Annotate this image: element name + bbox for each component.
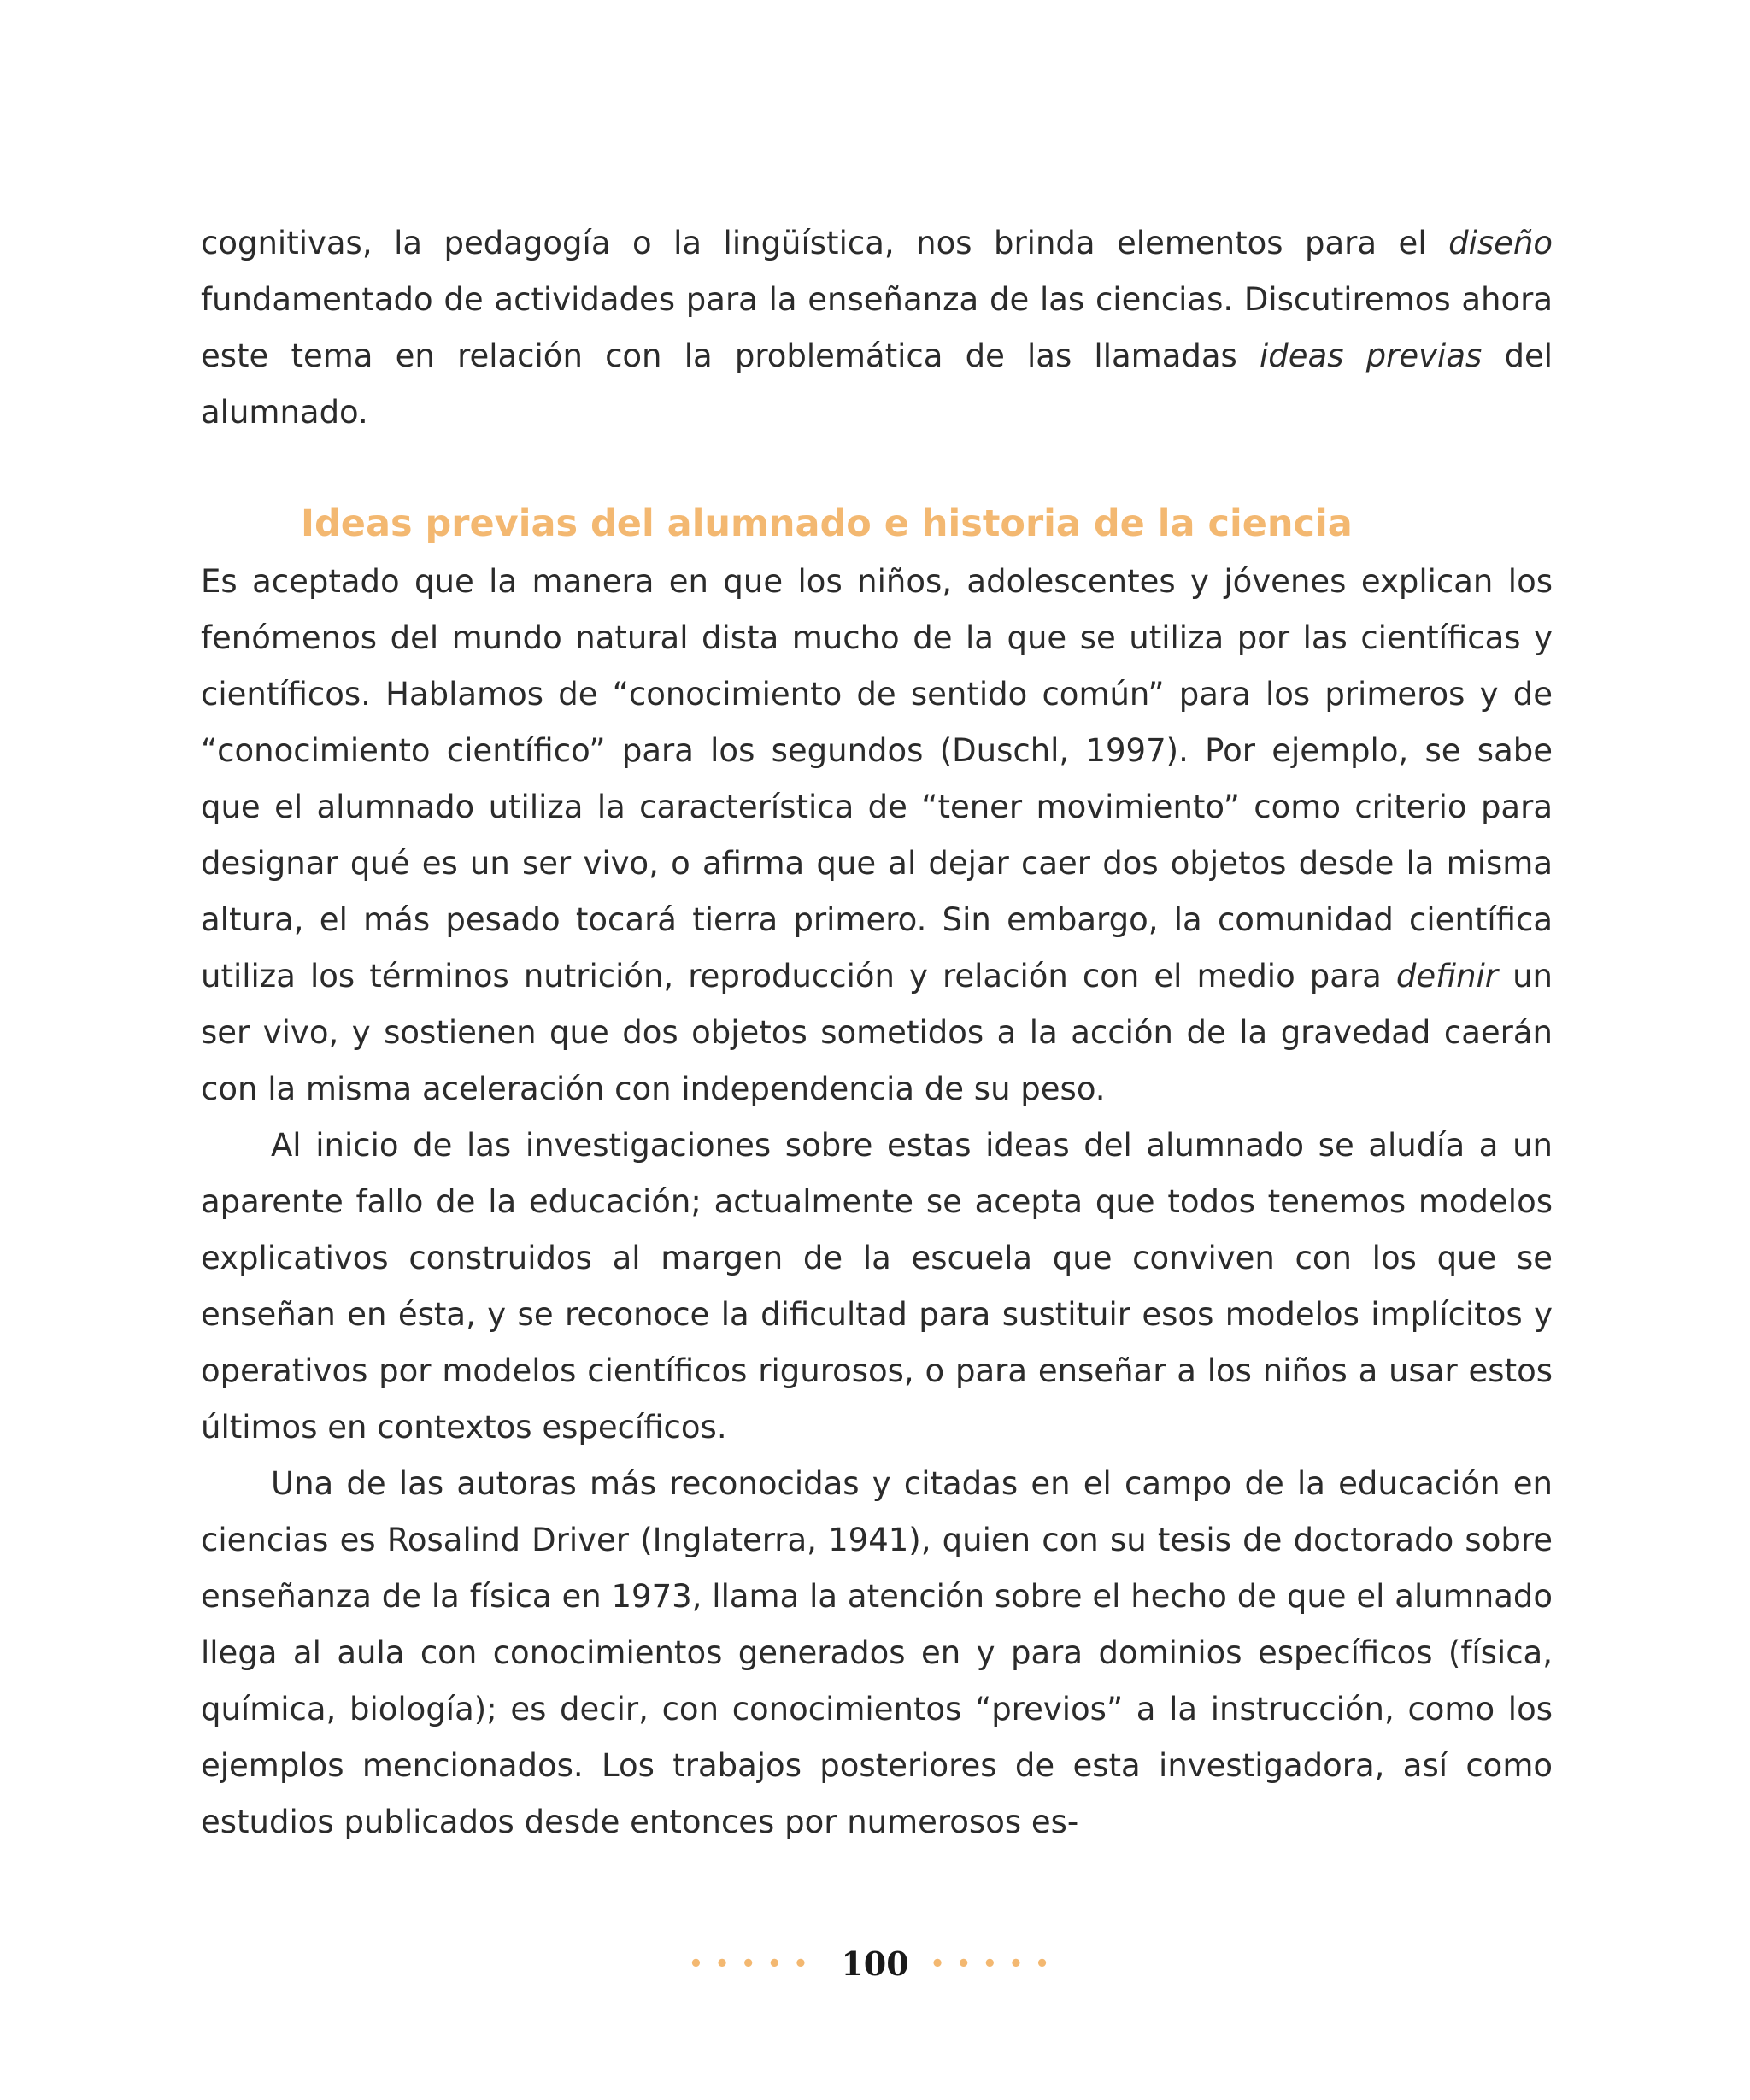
paragraph-3: Una de las autoras más reconocidas y citadas en el campo de la educación en ciencias es Rosalind Driver (Inglaterra, 1941), quien con su tesis de doctorado sobre enseñanza de la física en 1973, llama la atención sobre el hecho de que el alumnado llega al aula con conocimientos generados en y para dominios específicos (física, química, biología); es decir, con conocimientos “previos” a la instrucción, como los ejemplos mencionados. Los trabajos posteriores de esta investigadora, así como estudios publicados desde entonces por numerosos es-	[201, 1465, 1553, 1840]
paragraph-1-emphasis-definir: definir	[1395, 958, 1499, 994]
paragraph-1	[201, 554, 1553, 1117]
main-text-block	[201, 554, 1553, 1851]
page-footer	[0, 1945, 1750, 1996]
section-heading: Ideas previas del alumnado e historia de la ciencia	[301, 502, 1353, 545]
intro-emphasis-diseno: diseño	[1448, 225, 1553, 261]
footer-dots-left: •••••	[689, 1950, 820, 1977]
intro-text-2: fundamentado de actividades para la enseñanza de las ciencias. Discutiremos ahora este tema en relación con la problemática de las llamadas	[201, 281, 1553, 374]
paragraph-1-text-1: Es aceptado que la manera en que los niños, adolescentes y jóvenes explican los fenómenos del mundo natural dista mucho de la que se utiliza por las científicas y científicos. Hablamos de “conocimiento de sentido común” para los primeros y de “conocimiento científico” para los segundos (Duschl, 1997). Por ejemplo, se sabe que el alumnado utiliza la característica de “tener movimiento” como criterio para designar qué es un ser vivo, o afirma que al dejar caer dos objetos desde la misma altura, el más pesado tocará tierra primero. Sin embargo, la comunidad científica utiliza los términos nutrición, reproducción y relación con el medio para	[201, 563, 1553, 994]
intro-text-1: cognitivas, la pedagogía o la lingüística, nos brinda elementos para el	[201, 225, 1449, 261]
footer-dots-right: •••••	[930, 1950, 1061, 1977]
intro-paragraph-block	[201, 215, 1553, 441]
intro-text-3: del alumnado.	[201, 337, 1553, 431]
intro-emphasis-ideas-previas: ideas previas	[1260, 337, 1483, 374]
paragraph-1-text-2: un ser vivo, y sostienen que dos objetos sometidos a la acción de la gravedad caerán con la misma aceleración con independencia de su peso.	[201, 958, 1553, 1107]
intro-paragraph	[201, 215, 1553, 441]
page-number: 100	[841, 1945, 909, 1983]
paragraph-2: Al inicio de las investigaciones sobre estas ideas del alumnado se aludía a un aparente fallo de la educación; actualmente se acepta que todos tenemos modelos explicativos construidos al margen de la escuela que conviven con los que se enseñan en ésta, y se reconoce la dificultad para sustituir esos modelos implícitos y operativos por modelos científicos rigurosos, o para enseñar a los niños a usar estos últimos en contextos específicos.	[201, 1127, 1553, 1446]
